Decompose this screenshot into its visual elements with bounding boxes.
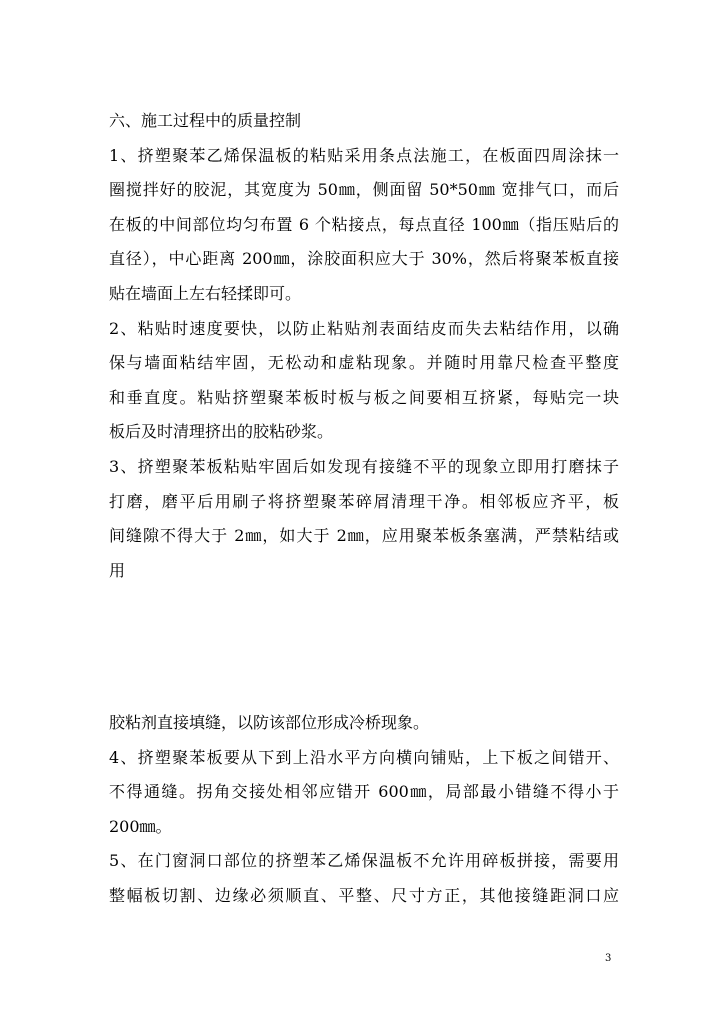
paragraph-line: 1、挤塑聚苯乙烯保温板的粘贴采用条点法施工，在板面四周涂抹一 xyxy=(109,145,619,165)
paragraph-line: 200㎜。 xyxy=(109,816,172,836)
page-number: 3 xyxy=(605,953,612,964)
paragraph-line: 整幅板切割、边缘必须顺直、平整、尺寸方正，其他接缝距洞口应 xyxy=(109,885,619,905)
paragraph-line: 2、粘贴时速度要快，以防止粘贴剂表面结皮而失去粘结作用，以确 xyxy=(109,318,619,338)
upper-text-block xyxy=(109,111,619,595)
paragraph-line: 板后及时清理挤出的胶粘砂浆。 xyxy=(109,422,334,442)
paragraph-line: 打磨，磨平后用刷子将挤塑聚苯碎屑清理干净。相邻板应齐平，板 xyxy=(109,491,619,511)
paragraph-line: 胶粘剂直接填缝，以防该部位形成冷桥现象。 xyxy=(109,713,430,732)
paragraph-line: 3、挤塑聚苯板粘贴牢固后如发现有接缝不平的现象立即用打磨抹子 xyxy=(109,456,619,476)
paragraph-line: 5、在门窗洞口部位的挤塑苯乙烯保温板不允许用碎板拼接，需要用 xyxy=(109,851,619,871)
paragraph-line: 圈搅拌好的胶泥，其宽度为 50㎜，侧面留 50*50㎜ 宽排气口，而后 xyxy=(109,180,619,200)
paragraph-line: 间缝隙不得大于 2㎜，如大于 2㎜，应用聚苯板条塞满，严禁粘结或 xyxy=(109,526,619,546)
paragraph-line: 不得通缝。拐角交接处相邻应错开 600㎜，局部最小错缝不得小于 xyxy=(109,782,619,802)
paragraph-line: 4、挤塑聚苯板要从下到上沿水平方向横向铺贴，上下板之间错开、 xyxy=(109,747,619,767)
paragraph-line: 直径），中心距离 200㎜，涂胶面积应大于 30%，然后将聚苯板直接 xyxy=(109,249,619,269)
paragraph-line: 在板的中间部位均匀布置 6 个粘接点，每点直径 100㎜（指压贴后的 xyxy=(109,214,619,234)
lower-text-block xyxy=(109,713,619,921)
paragraph-line: 贴在墙面上左右轻揉即可。 xyxy=(109,283,302,303)
section-heading: 六、施工过程中的质量控制 xyxy=(109,111,302,130)
paragraph-line: 保与墙面粘结牢固，无松动和虚粘现象。并随时用靠尺检查平整度 xyxy=(109,353,619,373)
paragraph-line: 和垂直度。粘贴挤塑聚苯板时板与板之间要相互挤紧，每贴完一块 xyxy=(109,387,619,407)
paragraph-line: 用 xyxy=(109,560,126,580)
